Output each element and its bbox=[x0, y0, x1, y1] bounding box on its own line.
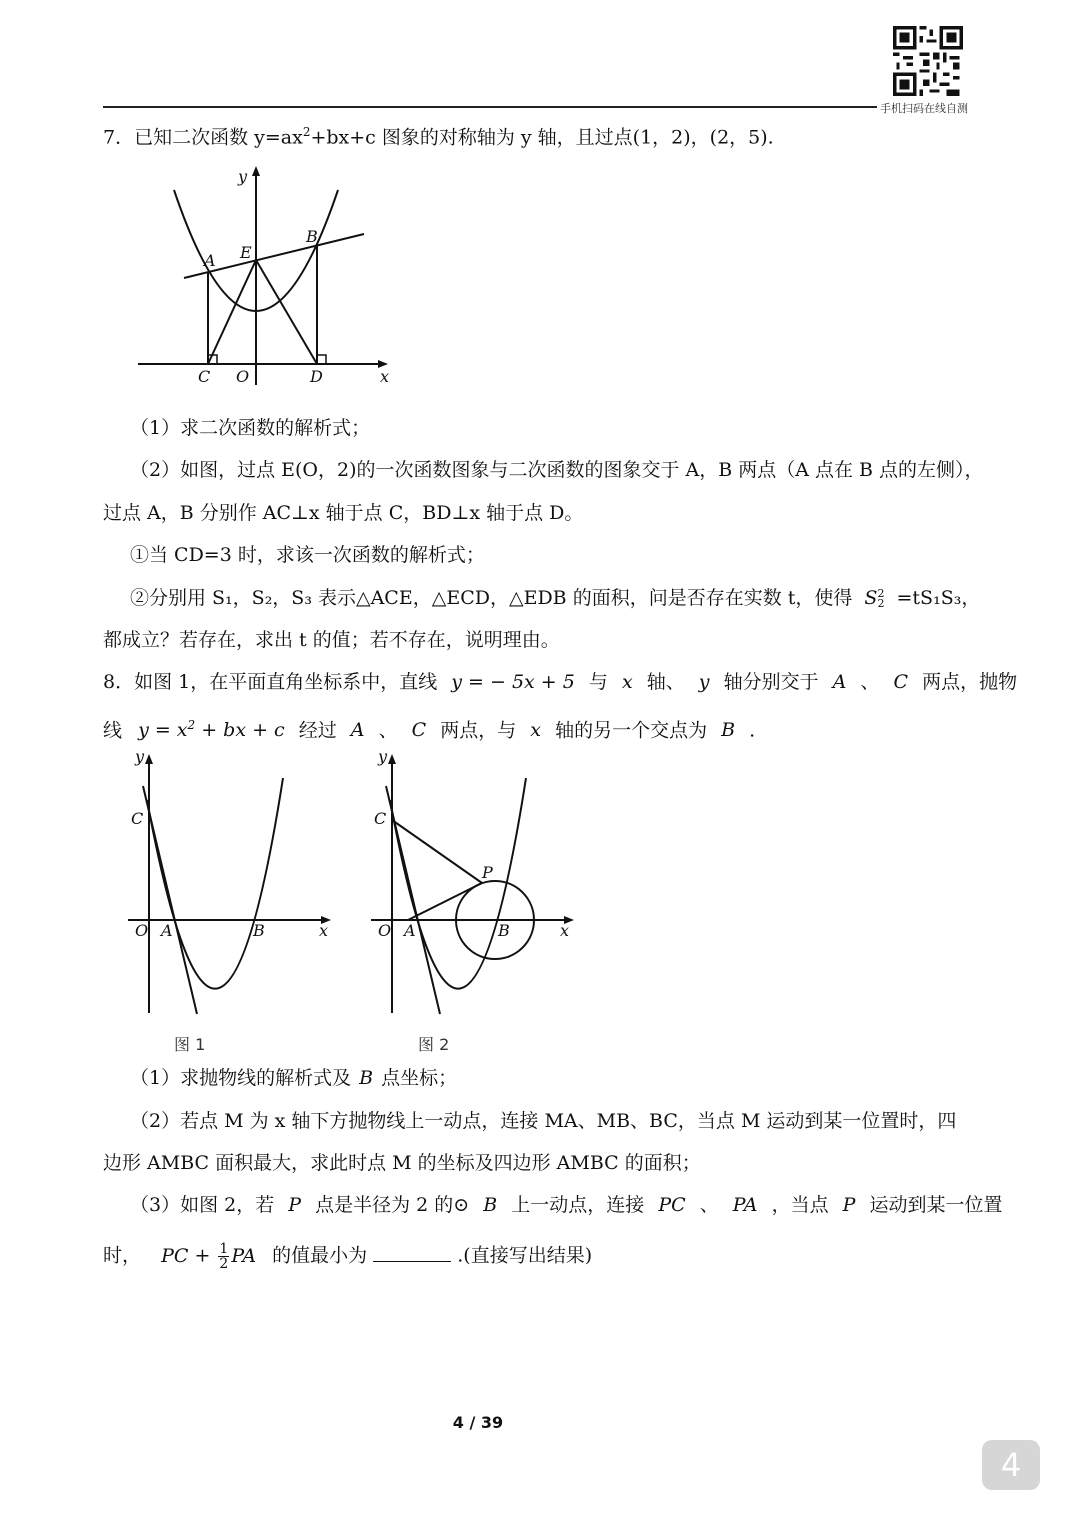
fig1-label-B: B bbox=[253, 921, 265, 940]
fig1-label-y: y bbox=[135, 748, 145, 766]
q8-stem-line1: 8．如图 1，在平面直角坐标系中，直线 y = − 5x + 5 与 x 轴、 y 轴分别交于 A 、 C 两点，抛物 bbox=[103, 671, 1018, 693]
q7-label-x: x bbox=[380, 367, 390, 386]
q7-part2-line2: 过点 A，B 分别作 AC⊥x 轴于点 C，BD⊥x 轴于点 D。 bbox=[103, 502, 584, 524]
fig2-y-arrow bbox=[388, 754, 396, 764]
header-rule bbox=[103, 106, 877, 108]
q7-segment-ED bbox=[256, 260, 317, 364]
q7-sub2: ②分别用 S₁，S₂，S₃ 表示△ACE，△ECD，△EDB 的面积，问是否存在实数 t，使得 S 2 2 =tS₁S₃， bbox=[130, 587, 981, 610]
fig1-label-A: A bbox=[161, 921, 173, 940]
q7-y-arrow bbox=[252, 166, 260, 176]
q8-part1: （1）求抛物线的解析式及 B 点坐标； bbox=[130, 1067, 458, 1089]
q7-label-C: C bbox=[198, 367, 211, 386]
fig2-label-x: x bbox=[560, 921, 570, 940]
q8-figure-1 bbox=[125, 748, 340, 1053]
fig1-label-x: x bbox=[319, 921, 329, 940]
fraction-one-half: $\frac{1}{2}$ bbox=[219, 1241, 229, 1272]
q7-sub2-line2: 都成立？若存在，求出 t 的值；若不存在，说明理由。 bbox=[103, 629, 560, 651]
q8-figure-2 bbox=[368, 748, 583, 1053]
q7-figure bbox=[132, 160, 402, 395]
q7-part1: （1）求二次函数的解析式； bbox=[130, 417, 371, 439]
q7-label-D: D bbox=[310, 367, 323, 386]
q7-stem: 7．已知二次函数 $y=ax^2+bx+c$ 图象的对称轴为 y 轴，且过点(1，2)，(2，5). bbox=[103, 125, 774, 149]
fig2-segment-AP bbox=[408, 883, 482, 920]
q7-right-angle-D bbox=[317, 355, 326, 364]
q8-part3-line2: 时， PC + $\frac{1}{2}$ PA 的值最小为 .(直接写出结果) bbox=[103, 1241, 593, 1272]
fig2-label-C: C bbox=[374, 809, 387, 828]
fig1-y-arrow bbox=[145, 754, 153, 764]
q7-part2-line1: （2）如图，过点 E(O，2)的一次函数图象与二次函数的图象交于 A，B 两点（A 点在 B 点的左侧）， bbox=[130, 459, 984, 481]
fig1-label-O: O bbox=[135, 921, 149, 940]
qr-caption: 手机扫码在线自测 bbox=[880, 102, 968, 115]
qr-code bbox=[893, 26, 963, 96]
q8-part2-line1: （2）若点 M 为 x 轴下方抛物线上一动点，连接 MA、MB、BC，当点 M 运动到某一位置时，四 bbox=[130, 1110, 957, 1132]
fig2-label-B: B bbox=[498, 921, 510, 940]
fig2-label-P: P bbox=[482, 863, 493, 882]
fig1-label-C: C bbox=[131, 809, 144, 828]
fig2-label-y: y bbox=[378, 748, 388, 766]
q8-part2-line2: 边形 AMBC 面积最大，求此时点 M 的坐标及四边形 AMBC 的面积； bbox=[103, 1152, 701, 1174]
q7-label-y: y bbox=[238, 167, 248, 186]
q8-part3-line1: （3）如图 2，若 P 点是半径为 2 的⊙ B 上一动点，连接 PC 、 PA ，当点 P 运动到某一位置 bbox=[130, 1194, 1003, 1216]
q7-label-E: E bbox=[240, 243, 252, 262]
fig1-caption: 图 1 bbox=[174, 1035, 206, 1054]
fig2-label-O: O bbox=[378, 921, 392, 940]
q8-stem-line2: 线 $y = x^2$ + bx + c 经过 A 、 C 两点，与 x 轴的另一个交点为 B . bbox=[103, 718, 756, 742]
answer-blank bbox=[373, 1243, 451, 1262]
q7-sub1: ①当 CD=3 时，求该一次函数的解析式； bbox=[130, 544, 485, 566]
page-number: 4 / 39 bbox=[452, 1413, 504, 1432]
q7-label-A: A bbox=[204, 251, 216, 270]
q7-label-O: O bbox=[236, 367, 250, 386]
fig1-parabola bbox=[147, 778, 283, 989]
fig2-label-A: A bbox=[404, 921, 416, 940]
q7-segment-EC bbox=[208, 260, 256, 364]
fig2-caption: 图 2 bbox=[418, 1035, 450, 1054]
page-badge: 4 bbox=[982, 1440, 1040, 1490]
q7-label-B: B bbox=[306, 227, 318, 246]
